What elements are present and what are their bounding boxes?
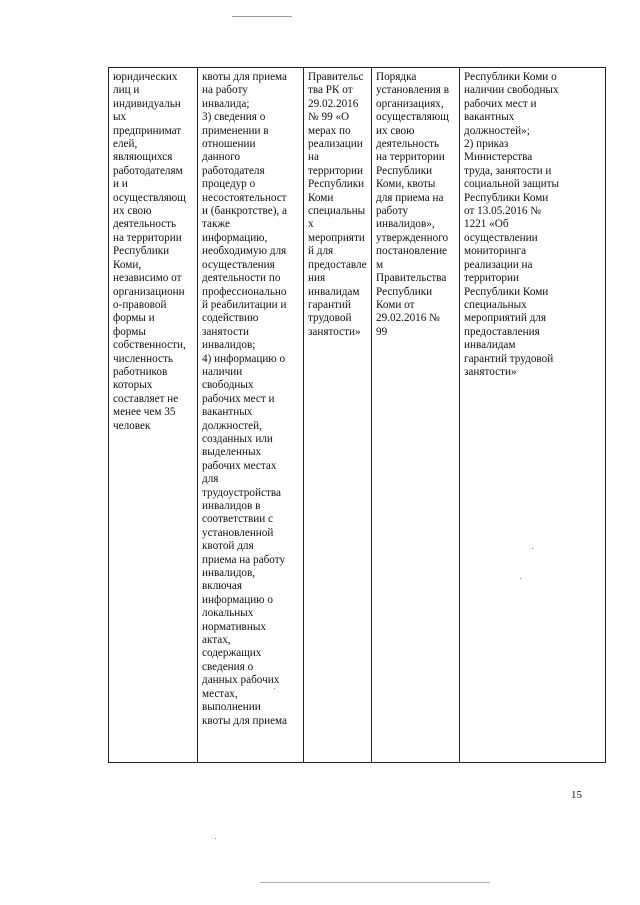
cell-text: Республики Коми о наличии свободных рабочих мест и вакантных должностей»; 2) приказ Министерства труда, занятости и социальной защиты Республики Коми от 13.05.2016 № 1221 «Об осуществлении мониторинга реализации на территории Республики Коми специальных мероприятий для предоставления инвалидам гарантий трудовой занятости» [464,71,560,378]
cell-text: Порядка установления в организациях, осуществляющ их свою деятельность на территории Республики Коми, квоты для приема на работу инвалидов», утвержденного постановление м Правительства Республики Коми от 29.02.2016 № 99 [376,71,450,338]
table-cell-procedure [372,68,460,763]
table-cell-information [198,68,304,763]
scan-speck [520,578,521,579]
table-row [109,68,606,763]
table-cell-order [460,68,606,763]
scan-speck [274,688,275,689]
cell-text: квоты для приема на работу инвалида; 3) сведения о применении в отношении данного работодателя процедур о несостоятельност и (банкротстве), а также информацию, необходимую для осуществления деятельности по профессионально й реабилитации и содействию занятости инвалидов; 4) информацию о наличии свободных рабочих мест и вакантных должностей, созданных или выделенных рабочих местах для трудоустройства инвалидов в соответствии с установленной квотой для приема на работу инвалидов, включая информацию о локальных нормативных актах, содержащих сведения о данных рабочих местах, выполнении квоты для приема [202,71,288,727]
scan-bottom-line [260,882,490,883]
document-table [108,67,606,763]
page-number: 15 [571,789,582,801]
table-cell-entities [109,68,198,763]
scan-speck [532,548,533,549]
cell-text: Правительс тва РК от 29.02.2016 № 99 «О мерах по реализации на территории Республики Коми специальны х мероприяти й для предоставле ния инвалидам гарантий трудовой занятости» [308,71,367,338]
table-cell-resolution [304,68,372,763]
cell-text: юридических лиц и индивидуальн ых предпринимат елей, являющихся работодателям и и осуществляющ их свою деятельность на территории Республики Коми, независимо от организационн о-правовой формы и формы собственности, численность работников которых составляет не менее чем 35 человек [113,71,186,432]
scan-speck [215,838,216,839]
scan-top-line [232,16,292,17]
